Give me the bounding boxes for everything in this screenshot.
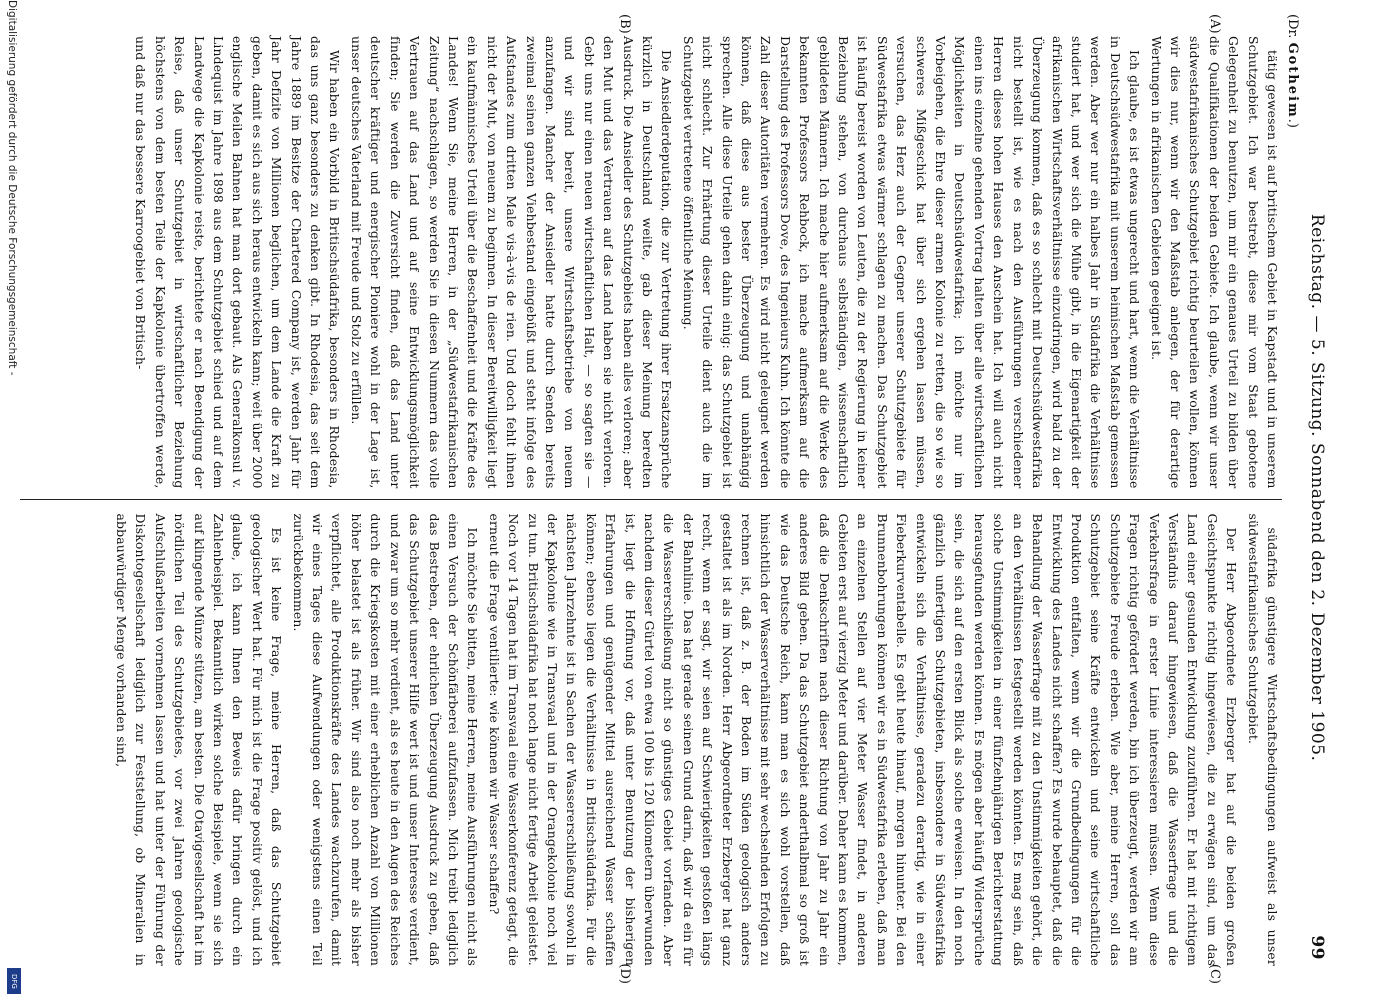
margin-mark-d: (D): [617, 963, 632, 984]
speaker-suffix: .): [1285, 118, 1300, 128]
document-page: [10, 0, 1340, 1000]
paragraph: Es ist keine Frage, meine Herren, daß das Schutzgebiet geologischer Wert hat. Für mich ist die Frage positiv gelöst, und ich glaube, ich kann Ihnen den Beweis dafür bringen durch ein Zahlenbeispiel. Bekanntlich wirken solche Beispiele, wenn sie sich auf klingende Münze stützen, am besten. Die Otavigesellschaft hat im nördlichen Teil des Schutzgebietes, vor zwei Jahren geologische Aufschlußarbeiten vornehmen lassen und hat unter der Führung der Diskontogesellschaft lediglich zur Feststellung, ob Mineralien in abbauwürdiger Menge vorhanden sind,: [114, 513, 285, 966]
paragraph: südafrika günstigere Wirtschaftsbedingungen aufweist als unser südwestafrikanisches Schutzgebiet.: [1245, 513, 1280, 966]
margin-mark-b: (B): [617, 14, 632, 34]
dfg-logo-text: DFG: [10, 973, 18, 989]
left-column: [20, 14, 1282, 499]
speaker-prefix: (Dr.: [1285, 14, 1300, 39]
margin-mark-a: (A): [1207, 14, 1222, 34]
speaker-attribution: [1285, 14, 1300, 128]
digitization-credit: [4, 0, 18, 1000]
paragraph: Die Ansiedlerdeputation, die zur Vertretung ihrer Ersatzansprüche kürzlich in Deutschland weilte, gab dieser Meinung beredten Ausdruck. Die Ansiedler des Schutzgebiets haben alles verloren; aber den Mut und das Vertrauen auf das Land haben sie nicht verloren. Gebt uns nur einen neuen wirtschaftlichen Halt, — so sagten sie — und wir sind bereit, unsere Wirtschaftsbetriebe von neuem anzufangen. Mancher der Ansiedler hatte durch Senden bereits zweimal seinen ganzen Viehbestand eingebüßt und steht infolge des Aufstandes zum dritten Male vis-à-vis de rien. Und doch fehlt ihnen nicht der Mut, von neuem zu beginnen. In dieser Bereitwilligkeit liegt ein kaufmännisches Urteil über die Beschaffenheit und die Kräfte des Landes! Wenn Sie, meine Herren, in der „Südwestafrikanischen Zeitung“ nachschlagen, so werden Sie in diesen Nummern das volle Vertrauen auf das Land und auf seine Entwicklungsmöglichkeit finden; Sie werden die Zuversicht finden, daß das Land unter deutscher kräftiger und energischer Pioniere wohl in der Lage ist, unser deutsches Vaterland mit Freude und Stolz zu erfüllen.: [348, 36, 675, 489]
running-title: Reichstag. — 5. Sitzung. Sonnabend den 2. Dezember 1905.: [1307, 213, 1327, 762]
paragraph: Der Herr Abgeordnete Erzberger hat auf die beiden großen Gesichtspunkte richtig hingewiesen, die zu erwägen sind, um das Land einer gesunden Entwicklung zuzuführen. Er hat mit richtigem Verständnis darauf hingewiesen, daß die Wasserfrage und die Verkehrsfrage in erster Linie interessieren müssen. Wenn diese Fragen richtig gefördert werden, bin ich überzeugt, werden wir am Schutzgebiete Freude erleben. Wie aber, meine Herren, soll das Schutzgebiet seine Kräfte entwickeln und seine wirtschaftliche Produktion entfalten, wenn wir die Grundbedingungen für die Entwicklung des Landes nicht schaffen? Es wurde behauptet, daß die Behandlung der Wasserfrage mit zu den Unstimmigkeiten gehört, die an den Verhältnissen festgestellt werden könnten. Es mag sein, daß solche Unstimmigkeiten in einer fünfzehnjährigen Berichterstattung herausgefunden werden können. Es mögen aber häufig Widersprüche sein, die sich auf den ersten Blick als solche erweisen. In den noch gänzlich unfertigen Schutzgebieten, insbesondere in Südwestafrika entwickeln sich die Verhältnisse, geradezu derartig, wie in einer Fieberkurventabelle. Es geht heute hinauf, morgen hinunter. Bei den Brunnenbohrungen können wir es in Südwestafrika erleben, daß man an einzelnen Stellen auf vier Meter Wasser findet, in anderen Gebieten erst auf vierzig Meter und darüber. Daher kann es kommen, daß die Denkschriften nach dieser Richtung von Jahr zu Jahr ein anderes Bild geben. Da das Schutzgebiet anderthalbmal so groß ist wie das Deutsche Reich, kann man es sich wohl vorstellen, daß hinsichtlich der Wasserverhältnisse mit sehr wechselnden Erfolgen zu rechnen ist, daß z. B. der Boden im Süden geologisch anders gestaltet ist als im Norden. Herr Abgeordneter Erzberger hat ganz recht, wenn er sagt, wir seien auf Schwierigkeiten gestoßen längs der Bahnlinie. Das hat gerade seinen Grund darin, daß wir da ein für die Wassererschließung nicht so günstiges Gebiet vorfanden. Aber nachdem dieser Gürtel von etwa 100 bis 120 Kilometern überwunden ist, liegt die Hoffnung vor, daß unter Benutzung der bisherigen Erfahrungen und genügender Mittel ausreichend Wasser schaffen können; ebenso liegen die Verhältnisse in Britischsüdafrika. Für die nächsten Jahrzehnte ist in Sachen der Wassererschließung sowohl in der Kapkolonie wie in Transvaal und in der Orangekolonie noch viel zu tun. Britischsüdafrika hat noch lange nicht fertige Arbeit geleistet. Noch vor 14 Tagen hat im Transvaal eine Wasserkonferenz getagt, die erneut die Frage ventilierte: wie können wir Wasser schaffen?: [486, 513, 1240, 966]
margin-mark-c: (C): [1207, 963, 1222, 984]
speaker-name: Gotheim: [1285, 42, 1300, 119]
paragraph: Ich möchte Sie bitten, meine Herren, meine Ausführungen nicht als einen Versuch der Schönfärberei aufzufassen. Mich treibt lediglich das Bestreben, der ehrlichen Überzeugung Ausdruck zu geben, daß das Schutzgebiet unserer Hilfe wert ist und unser Interesse verdient, und zwar um so mehr verdient, als es heute in den Augen des Reiches durch die Kriegskosten mit einer erheblichen Anzahl von Millionen höher belastet ist als früher. Wir sind also noch mehr als bisher verpflichtet, alle Produktionskräfte des Landes wachzurufen, damit wir eines Tages diese Aufwendungen oder wenigstens einen Teil zurückbekommen.: [290, 513, 481, 966]
right-column: [20, 499, 1282, 985]
dfg-logo: [7, 968, 21, 994]
running-head: [1302, 40, 1332, 960]
text-columns: [20, 14, 1282, 984]
paragraph: Ich glaube, es ist etwas ungerecht und hart, wenn die Verhältnisse in Deutschsüdwestafrika mit unserem heimischen Maßstab gemessen werden. Aber wer nur ein halbes Jahr in Südafrika die Verhältnisse studiert hat, und wer sich die Mühe gibt, in die Eigenartigkeit der afrikanischen Wirtschaftsverhältnisse einzudringen, wird bald zu der Überzeugung kommen, daß es so schlecht mit Deutschsüdwestafrika nicht bestellt ist, wie es nach den Ausführungen verschiedener Herren dieses hohen Hauses den Anschein hat. Ich will auch nicht einen ins einzelne gehenden Vortrag halten über alle wirtschaftlichen Möglichkeiten in Deutschsüdwestafrika; ich möchte nur im Vorbeigehen, die Ehre dieser armen Kolonie zu retten, die so wie so schweres Mißgeschick hat über sich ergehen lassen müssen, versuchen, das Herz auch der Gegner unserer Schutzgebiete für Südwestafrika etwas wärmer schlagen zu machen. Das Schutzgebiet ist häufig bereist worden von Leuten, die zu der Regierung in keiner Beziehung stehen, von durchaus selbständigen, wissenschaftlich gebildeten Männern. Ich mache hier aufmerksam auf die Werke des bekannten Professors Rehbock, ich mache aufmerksam auf die Darstellung des Professors Dove, des Ingenieurs Kuhn. Ich könnte die Zahl dieser Autoritäten vermehren. Es wird nicht geleugnet werden können, daß diese aus bester Überzeugung und unabhängig sprechen. Alle diese Urteile gehen dahin einig: das Schutzgebiet ist nicht schlecht. Zur Erhärtung dieser Urteile dient auch die im Schutzgebiet vertretene öffentliche Meinung.: [680, 36, 1143, 489]
paragraph: tätig gewesen ist auf britischem Gebiet in Kapstadt und in unserem Schutzgebiet. Ich war bestrebt, diese mir vom Staat gebotene Gelegenheit zu benutzen, um mir ein genaues Urteil zu bilden über die Qualifikationen der beiden Gebiete. Ich glaube, wenn wir unser südwestafrikanisches Schutzgebiet richtig beurteilen wollen, können wir dies nur, wenn wir den Maßstab anlegen, der für derartige Wertungen in afrikanischen Gebieten geeignet ist.: [1148, 36, 1280, 489]
paragraph: Wir haben ein Vorbild in Britischsüdafrika, besonders in Rhodesia, das uns ganz besonders zu denken gibt. In Rhodesia, das seit dem Jahre 1889 im Besitze der Chartered Company ist, werden Jahr für Jahr Defizite von Millionen beglichen, um dem Lande die Kraft zu geben, damit es sich aus sich heraus entwickeln kann; weit über 2000 englische Meilen Bahnen hat man dort gebaut. Als Generalkonsul v. Lindequist im Jahre 1898 aus dem Schutzgebiet schied und auf dem Landwege die Kapkolonie reiste, berichtete er nach Beendigung der Reise, daß unser Schutzgebiet in wirtschaftlicher Beziehung höchstens von dem besten Teile der Kapkolonie übertroffen werde, und daß nur das bessere Karroogebiet von Britisch-: [133, 36, 343, 489]
page-number: 99: [1307, 935, 1327, 960]
credit-text: Digitalisierung gefördert durch die Deutsche Forschungsgemeinschaft -: [6, 0, 18, 376]
